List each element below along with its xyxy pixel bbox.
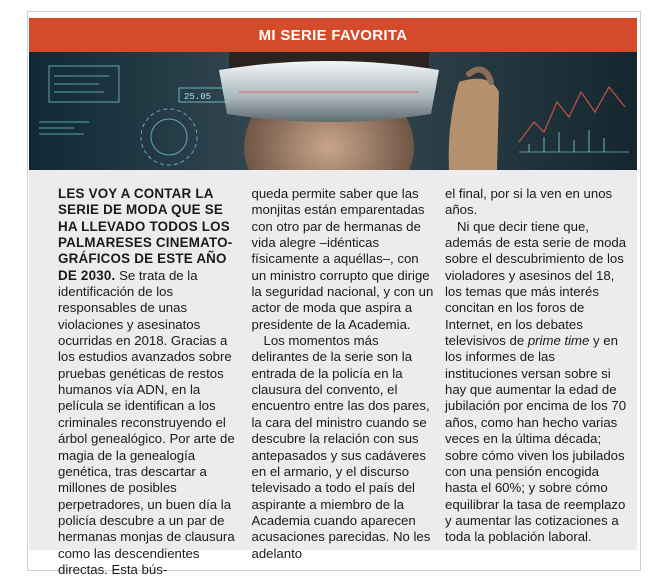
article-lead: LES VOY A CONTAR LA SERIE DE MODA QUE SE HA LLEVADO TODOS LOS PALMARESES CINEMATOGRÁFICOS DE ESTE AÑO DE 2030. [58,186,233,283]
column-3-emphasis: prime time [527,333,590,349]
vr-headset-illustration [29,52,637,170]
hud-readout: 25.05 [184,92,212,102]
column-2-paragraph-1: queda permite saber que las monjitas están emparentadas con otro par de hermanas de vida alegre –idénticas físicamente a aquéllas–, con un ministro corrupto que dirige la seguridad nacional, y con un actor de moda que aspira a presidente de la Academia. [251,186,434,332]
section-header [29,18,637,52]
column-3-text-before: Ni que decir tiene que, además de esta serie de moda sobre el descubrimiento de los violadores y asesinos del 18, los temas que más interés concitan en los foros de Internet, en los debates televisivos de [445,218,627,349]
column-3 [445,186,628,552]
column-2 [251,186,435,561]
hero-image [29,52,637,170]
column-1-paragraph [58,186,241,578]
column-1-text: Se trata de la identificación de los responsables de unas violaciones y asesinatos ocurridas en 2018. Gracias a los estudios avanzados sobre pruebas genéticas de restos humanos vía ADN, en la película se identifican a los criminales reconstruyendo el árbol genealógico. Por arte de magia de la genealogía genética, tras descartar a millones de posibles perpetradores, un buen día la policía descubre a un par de hermanas monjas de clausura como las descendientes directas. Esta bús- [58,267,235,577]
article-columns [58,186,628,577]
column-2-paragraph-2: Los momentos más delirantes de la serie son la entrada de la policía en la clausura del convento, el encuentro entre las dos pares, la cara del ministro cuando se descubre la relación con sus antepasados y sus cadáveres en el armario, y el discurso televisado a todo el país del aspirante a miembro de la Academia cuando aparecen acusaciones parecidas. No les adelanto [251,333,431,561]
section-title: MI SERIE FAVORITA [258,26,408,44]
column-3-paragraph-2 [445,219,628,546]
hand [449,79,499,170]
column-3-paragraph-1: el final, por si la ven en unos años. [445,186,613,218]
column-1 [58,186,241,577]
column-3-text-after: y en los informes de las instituciones versan sobre si hay que aumentar la edad de jubilación por encima de los 70 años, como han hecho varias veces en la última década; sobre cómo viven los jubilados con una pensión encogida hasta el 60%; y sobre cómo equilibrar la tasa de reemplazo y aumentar las cotizaciones a toda la población laboral. [445,333,627,545]
